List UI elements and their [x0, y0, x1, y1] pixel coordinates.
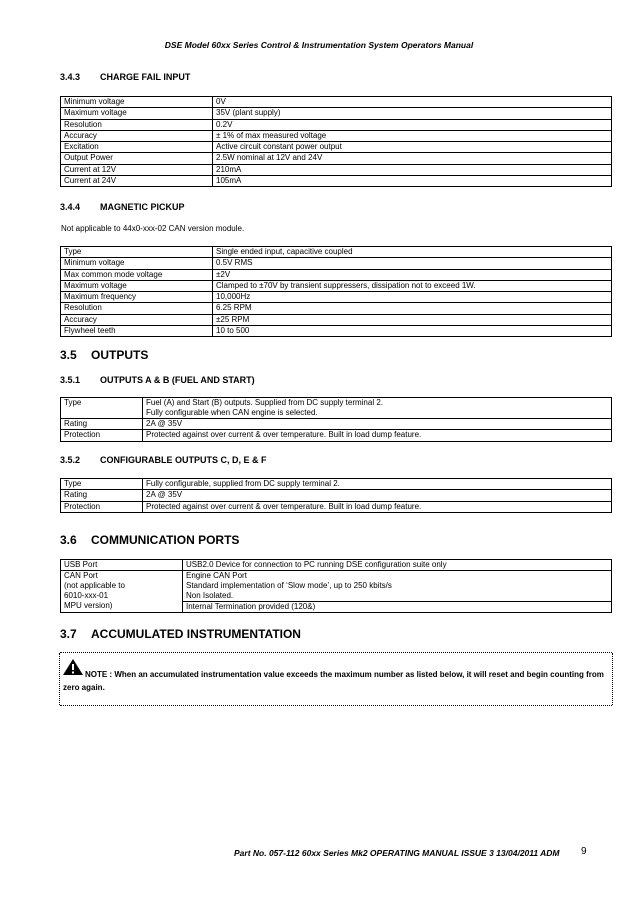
- section-heading-3-5: [60, 348, 148, 362]
- value-line: Fully configurable when CAN engine is selected.: [146, 408, 318, 417]
- row-label: Minimum voltage: [61, 97, 213, 108]
- table-row: [61, 326, 612, 337]
- section-heading-3-6: [60, 533, 239, 547]
- table-row: [61, 501, 612, 512]
- section-number: 3.5: [60, 348, 77, 362]
- table-row: [61, 398, 612, 419]
- section-number: 3.7: [60, 627, 77, 641]
- row-label: Maximum voltage: [61, 280, 213, 291]
- row-value: Clamped to ±70V by transient suppressers, dissipation not to exceed 1W.: [213, 280, 612, 291]
- row-value: 10 to 500: [213, 326, 612, 337]
- row-label: Max common mode voltage: [61, 269, 213, 280]
- row-label: USB Port: [61, 560, 183, 571]
- communication-ports-table: [60, 559, 612, 613]
- label-line: 6010-xxx-01: [64, 591, 109, 601]
- row-label: Maximum frequency: [61, 292, 213, 303]
- section-heading-3-4-3: [60, 72, 190, 82]
- row-value: 105mA: [213, 176, 612, 187]
- row-label: Minimum voltage: [61, 258, 213, 269]
- section-number: 3.4.4: [60, 202, 81, 212]
- row-label: Type: [61, 479, 143, 490]
- row-value: [183, 571, 612, 613]
- value-line: Standard implementation of ‘Slow mode’, up to 250 kbits/s: [186, 581, 392, 591]
- section-heading-3-4-4: [60, 202, 185, 212]
- value-line: Internal Termination provided (120&): [183, 601, 611, 612]
- row-label: Type: [61, 247, 213, 258]
- row-label: Rating: [61, 490, 143, 501]
- row-label: Current at 24V: [61, 176, 213, 187]
- section-title: ACCUMULATED INSTRUMENTATION: [91, 627, 301, 641]
- section-heading-3-5-2: [60, 455, 267, 465]
- label-line: (not applicable to: [64, 581, 125, 591]
- section-number: 3.6: [60, 533, 77, 547]
- page-number: 9: [581, 846, 587, 857]
- row-value: 0.5V RMS: [213, 258, 612, 269]
- row-value: Protected against over current & over temperature. Built in load dump feature.: [143, 501, 612, 512]
- table-row: [61, 571, 612, 613]
- label-line: MPU version): [64, 601, 113, 611]
- section-title: CONFIGURABLE OUTPUTS C, D, E & F: [100, 455, 267, 465]
- table-row: [61, 176, 612, 187]
- row-value: 0V: [213, 97, 612, 108]
- row-value: Active circuit constant power output: [213, 142, 612, 153]
- row-value: ±25 RPM: [213, 314, 612, 325]
- row-label: Maximum voltage: [61, 108, 213, 119]
- section-number: 3.4.3: [60, 72, 81, 82]
- row-label: Output Power: [61, 153, 213, 164]
- row-label: Protection: [61, 430, 143, 441]
- row-value: 35V (plant supply): [213, 108, 612, 119]
- table-row: [61, 247, 612, 258]
- table-row: [61, 280, 612, 291]
- applicability-note: Not applicable to 44x0-xxx-02 CAN version module.: [61, 224, 245, 233]
- section-title: MAGNETIC PICKUP: [100, 202, 185, 212]
- row-label: [61, 571, 183, 613]
- table-row: [61, 258, 612, 269]
- table-row: [61, 303, 612, 314]
- table-row: [61, 292, 612, 303]
- row-value: [143, 398, 612, 419]
- table-row: [61, 269, 612, 280]
- configurable-outputs-table: [60, 478, 612, 513]
- table-row: [61, 97, 612, 108]
- table-row: [61, 314, 612, 325]
- section-title: OUTPUTS: [91, 348, 149, 362]
- row-label: Rating: [61, 419, 143, 430]
- running-header: DSE Model 60xx Series Control & Instrumentation System Operators Manual: [164, 40, 474, 50]
- table-row: [61, 490, 612, 501]
- row-label: Excitation: [61, 142, 213, 153]
- outputs-a-b-table: [60, 397, 612, 442]
- row-value: 210mA: [213, 164, 612, 175]
- table-row: [61, 153, 612, 164]
- section-title: OUTPUTS A & B (FUEL AND START): [100, 375, 255, 385]
- warning-note-box: [60, 652, 612, 706]
- row-label: Protection: [61, 501, 143, 512]
- row-label: Type: [61, 398, 143, 419]
- value-line: Non Isolated.: [186, 591, 234, 601]
- table-row: [61, 142, 612, 153]
- row-value: 2.5W nominal at 12V and 24V: [213, 153, 612, 164]
- table-row: [61, 419, 612, 430]
- section-title: COMMUNICATION PORTS: [91, 533, 240, 547]
- row-value: ±2V: [213, 269, 612, 280]
- row-value: Fully configurable, supplied from DC supply terminal 2.: [143, 479, 612, 490]
- table-row: [61, 430, 612, 441]
- row-value: 6.25 RPM: [213, 303, 612, 314]
- table-row: [61, 130, 612, 141]
- table-row: [61, 560, 612, 571]
- table-row: [61, 119, 612, 130]
- value-line: Engine CAN Port: [186, 571, 247, 581]
- row-value: ± 1% of max measured voltage: [213, 130, 612, 141]
- warning-note-text: NOTE : When an accumulated instrumentation value exceeds the maximum number as listed below, it will reset and begin counting from zero again.: [63, 670, 604, 692]
- value-line: Fuel (A) and Start (B) outputs. Supplied from DC supply terminal 2.: [146, 398, 383, 407]
- row-value: 2A @ 35V: [143, 419, 612, 430]
- row-value: Protected against over current & over temperature. Built in load dump feature.: [143, 430, 612, 441]
- section-number: 3.5.1: [60, 375, 81, 385]
- row-value: 0.2V: [213, 119, 612, 130]
- row-label: Flywheel teeth: [61, 326, 213, 337]
- section-number: 3.5.2: [60, 455, 81, 465]
- row-value: 2A @ 35V: [143, 490, 612, 501]
- table-row: [61, 164, 612, 175]
- charge-fail-input-table: [60, 96, 612, 187]
- magnetic-pickup-table: [60, 246, 612, 337]
- row-value: USB2.0 Device for connection to PC running DSE configuration suite only: [183, 560, 612, 571]
- row-label: Accuracy: [61, 314, 213, 325]
- label-line: CAN Port: [64, 571, 98, 581]
- row-label: Resolution: [61, 303, 213, 314]
- section-title: CHARGE FAIL INPUT: [100, 72, 191, 82]
- section-heading-3-7: [60, 627, 301, 641]
- row-label: Current at 12V: [61, 164, 213, 175]
- row-label: Resolution: [61, 119, 213, 130]
- table-row: [61, 108, 612, 119]
- row-value: 10,000Hz: [213, 292, 612, 303]
- table-row: [61, 479, 612, 490]
- row-label: Accuracy: [61, 130, 213, 141]
- section-heading-3-5-1: [60, 375, 255, 385]
- row-value: Single ended input, capacitive coupled: [213, 247, 612, 258]
- footer-part-number: Part No. 057-112 60xx Series Mk2 OPERATING MANUAL ISSUE 3 13/04/2011 ADM: [234, 848, 560, 858]
